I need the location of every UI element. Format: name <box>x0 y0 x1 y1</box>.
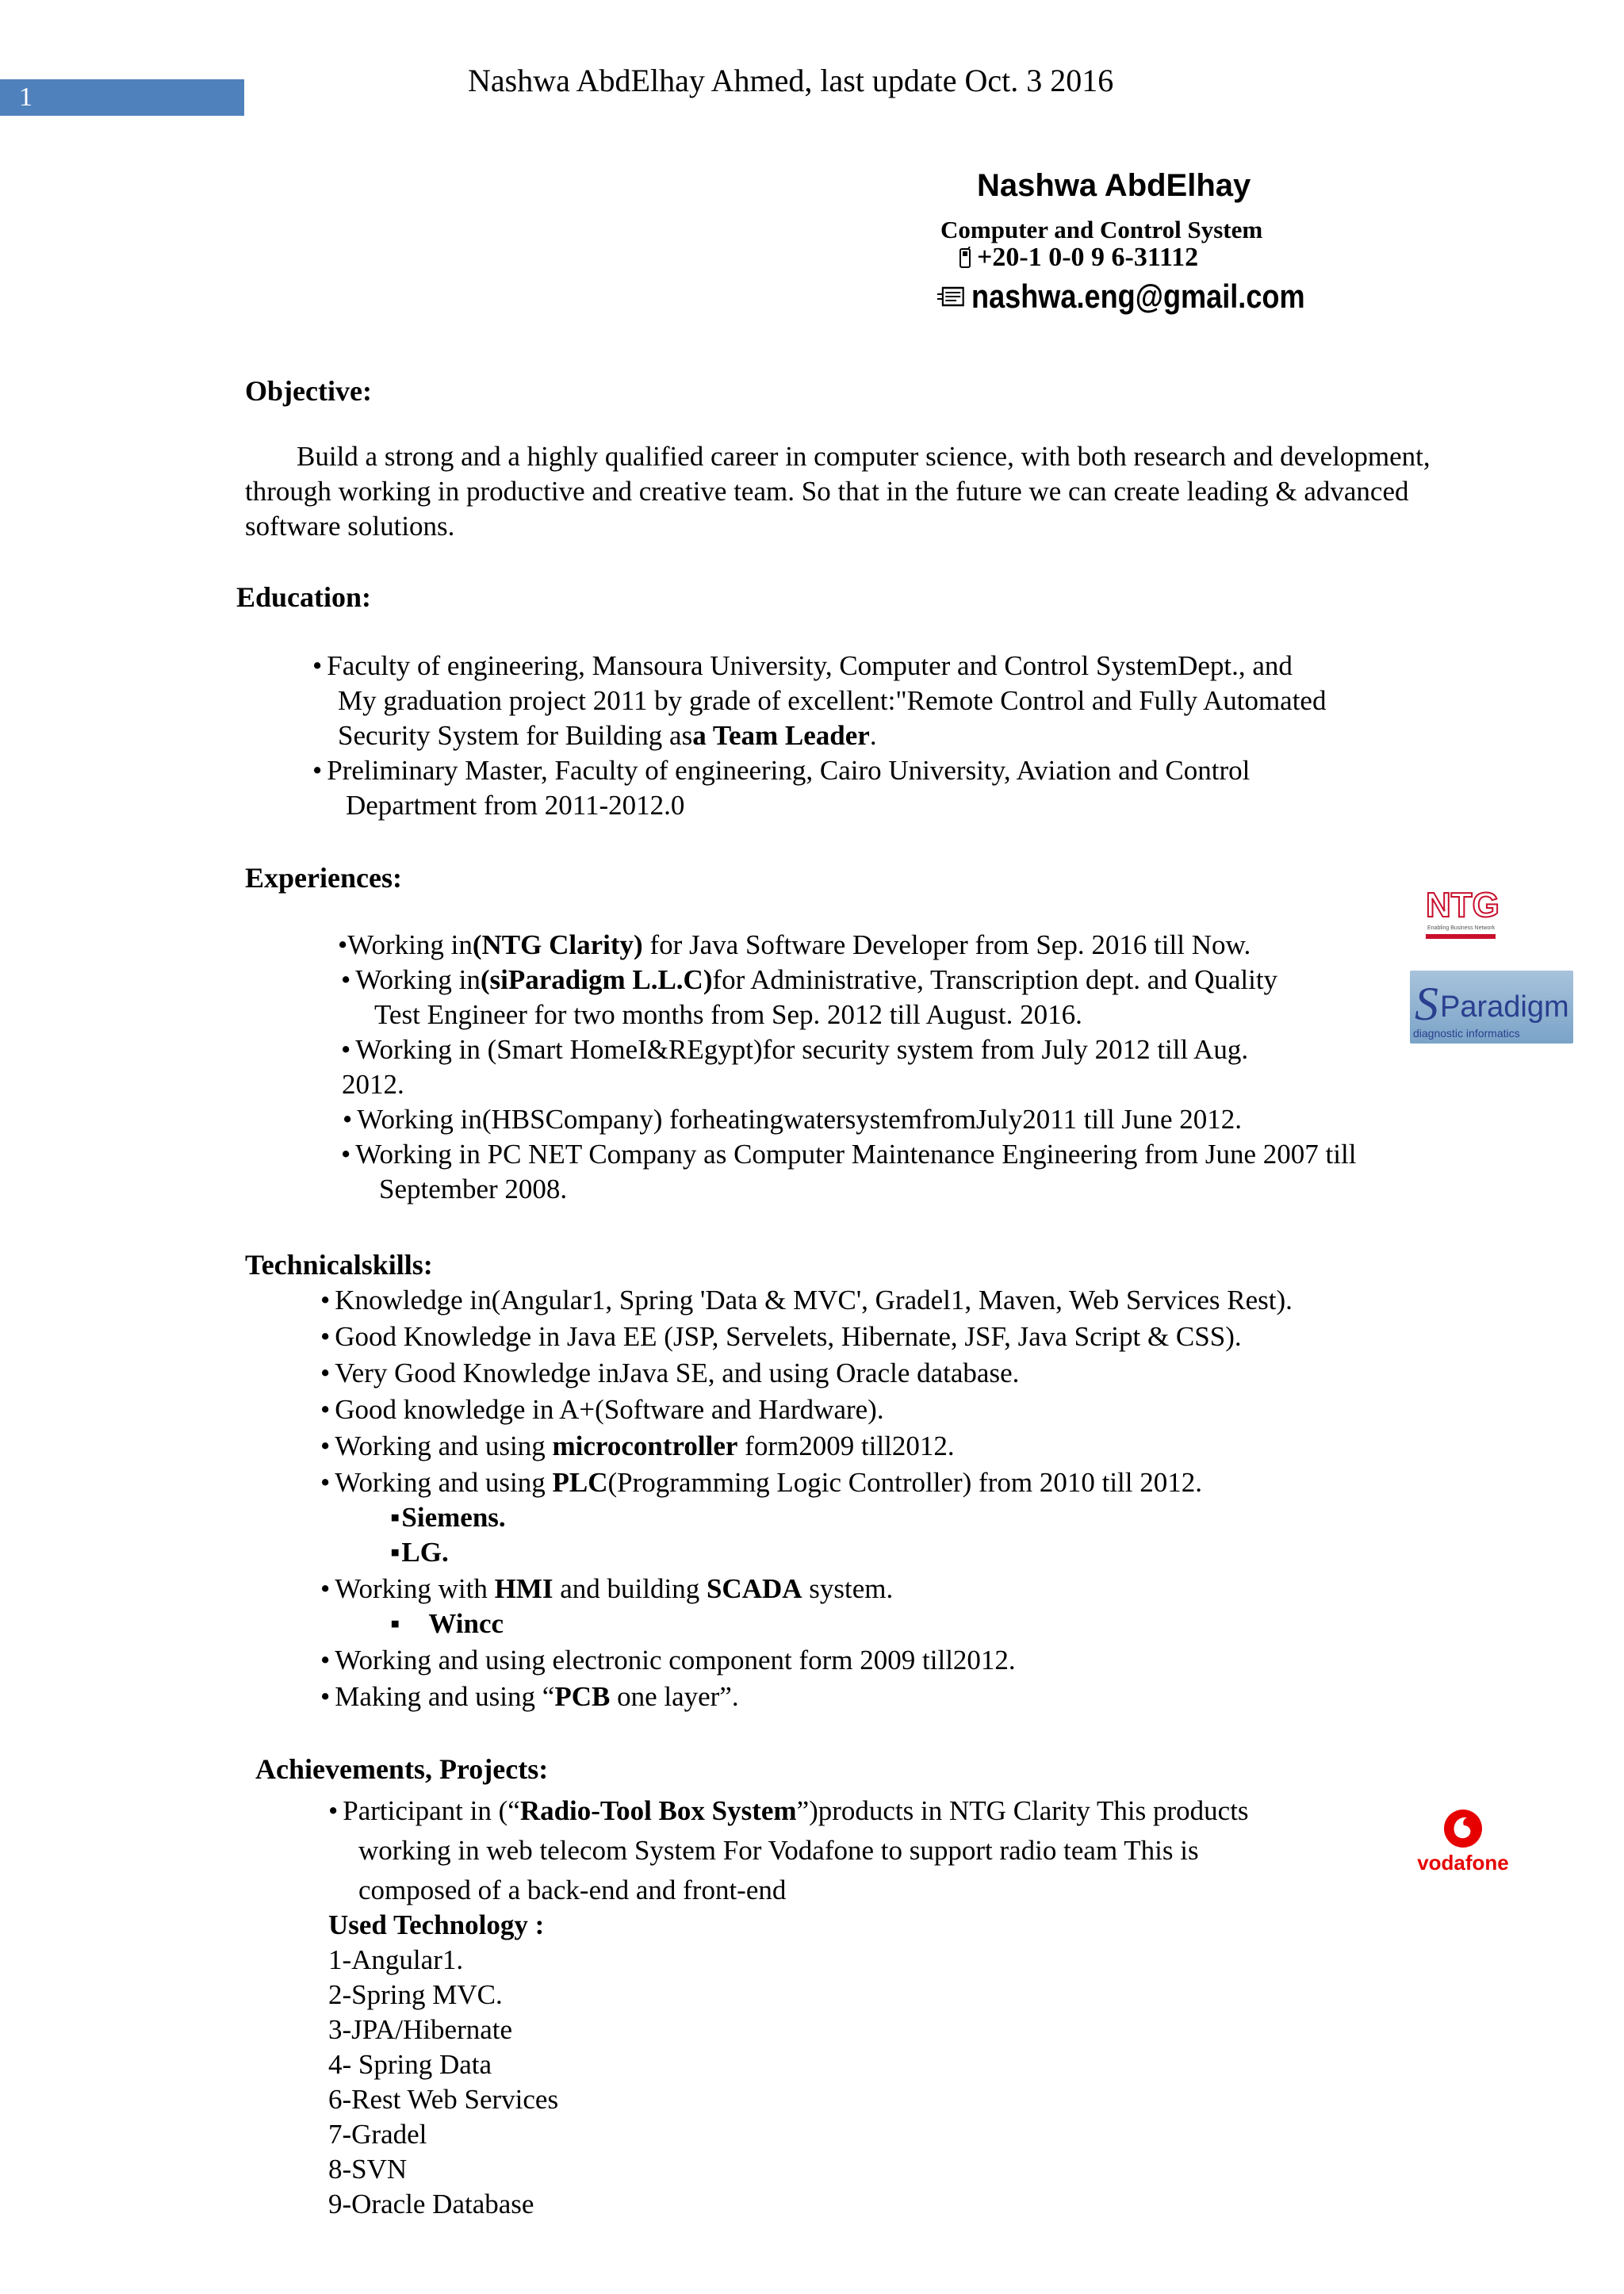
vodafone-logo <box>1411 1808 1515 1879</box>
email-line <box>937 278 1305 316</box>
team-leader-emphasis: a Team Leader <box>692 720 870 751</box>
page-number: 1 <box>0 79 244 116</box>
tech-item: 6-Rest Web Services <box>328 2084 559 2115</box>
achievements-heading: Achievements, Projects: <box>255 1753 549 1785</box>
objective-line-2: through working in productive and creative team. So that in the future we can create leading & advanced <box>245 476 1409 507</box>
tech-item: 3-JPA/Hibernate <box>328 2014 513 2045</box>
email-icon <box>937 283 969 310</box>
experiences-heading: Experiences: <box>245 862 402 894</box>
skill-item-7-sub-1: ▪ Wincc <box>390 1608 504 1639</box>
experience-item-5: • Working in PC NET Company as Computer Maintenance Engineering from June 2007 till <box>341 1139 1356 1170</box>
education-item-1-line-2: My graduation project 2011 by grade of excellent:"Remote Control and Fully Automated <box>338 685 1327 716</box>
tech-item: 1-Angular1. <box>328 1944 464 1975</box>
skills-heading: Technicalskills: <box>245 1249 433 1281</box>
skill-item-8: • Working and using electronic component form 2009 till2012. <box>320 1645 1016 1676</box>
skill-item-7: • Working with HMI and building SCADA system. <box>320 1573 893 1605</box>
experience-item-4: • Working in(HBSCompany) forheatingwatersystemfromJuly2011 till June 2012. <box>343 1104 1242 1136</box>
objective-heading: Objective: <box>245 375 372 407</box>
email-address[interactable]: nashwa.eng@gmail.com <box>971 278 1305 315</box>
objective-line-1: Build a strong and a highly qualified career in computer science, with both research and development, <box>297 441 1431 472</box>
experience-item-1: •Working in(NTG Clarity) for Java Software Developer from Sep. 2016 till Now. <box>338 929 1251 960</box>
experience-item-5-line-2: September 2008. <box>379 1174 568 1204</box>
education-heading: Education: <box>236 581 372 613</box>
education-item-2: • Preliminary Master, Faculty of engineering, Cairo University, Aviation and Control <box>312 755 1250 787</box>
skill-item-5: • Working and using microcontroller form2009 till2012. <box>320 1430 955 1462</box>
skill-item-2: • Good Knowledge in Java EE (JSP, Servelets, Hibernate, JSF, Java Script & CSS). <box>320 1321 1242 1353</box>
tech-item: 9-Oracle Database <box>328 2189 534 2219</box>
used-technology-heading: Used Technology : <box>328 1909 545 1940</box>
experience-item-3: • Working in (Smart HomeI&REgypt)for security system from July 2012 till Aug. <box>341 1034 1248 1066</box>
skill-item-6-sub-1: ▪ Siemens. <box>390 1502 506 1534</box>
page-header-text: Nashwa AbdElhay Ahmed, last update Oct. 3 2016 <box>468 63 1114 98</box>
skill-item-3: • Very Good Knowledge inJava SE, and using Oracle database. <box>320 1358 1019 1389</box>
ntg-logo-text: NTG <box>1426 886 1499 925</box>
objective-line-3: software solutions. <box>245 511 455 542</box>
tech-item: 4- Spring Data <box>328 2049 492 2080</box>
education-item-1-line-3: Security System for Building asa Team Leader. <box>338 720 877 751</box>
education-item-1-line-1: Faculty of engineering, Mansoura University, Computer and Control SystemDept., and <box>327 650 1293 681</box>
phone-icon <box>958 247 972 269</box>
tech-item: 8-SVN <box>328 2154 408 2185</box>
experience-item-3-line-2: 2012. <box>342 1069 404 1100</box>
paradigm-logo-text: Paradigm <box>1440 990 1569 1024</box>
tech-item: 7-Gradel <box>328 2119 427 2150</box>
svg-text:Enabling Business Network: Enabling Business Network <box>1427 925 1496 931</box>
applicant-name: Nashwa AbdElhay <box>977 168 1251 203</box>
phone-line <box>958 243 1198 273</box>
skill-item-1: • Knowledge in(Angular1, Spring 'Data & MVC', Gradel1, Maven, Web Services Rest). <box>320 1285 1293 1316</box>
achievement-item-1: • Participant in (“Radio-Tool Box System”)products in NTG Clarity This products <box>328 1795 1249 1827</box>
skill-item-9: • Making and using “PCB one layer”. <box>320 1681 739 1713</box>
achievement-item-1-line-3: composed of a back-end and front-end <box>358 1875 787 1905</box>
experience-item-2-line-2: Test Engineer for two months from Sep. 2012 till August. 2016. <box>374 999 1082 1030</box>
skill-item-4: • Good knowledge in A+(Software and Hardware). <box>320 1394 884 1426</box>
vodafone-logo-text: vodafone <box>1417 1851 1509 1875</box>
skill-item-6-sub-2: ▪ LG. <box>390 1537 449 1568</box>
ntg-logo <box>1423 882 1499 947</box>
applicant-department: Computer and Control System <box>940 216 1263 243</box>
skill-item-6: • Working and using PLC(Programming Logic Controller) from 2010 till 2012. <box>320 1467 1202 1499</box>
tech-item: 2-Spring MVC. <box>328 1979 503 2010</box>
achievement-item-1-line-2: working in web telecom System For Vodafone to support radio team This is <box>358 1835 1199 1866</box>
svg-text:S: S <box>1415 978 1438 1030</box>
education-item-1 <box>312 650 1293 682</box>
paradigm-logo <box>1410 971 1573 1044</box>
experience-item-2: • Working in(siParadigm L.L.C)for Administrative, Transcription dept. and Quality <box>341 964 1277 996</box>
education-item-2-line-2: Department from 2011-2012.0 <box>346 790 685 821</box>
phone-number: +20-1 0-0 9 6-31112 <box>977 243 1199 272</box>
paradigm-logo-subtext: diagnostic informatics <box>1413 1027 1520 1040</box>
